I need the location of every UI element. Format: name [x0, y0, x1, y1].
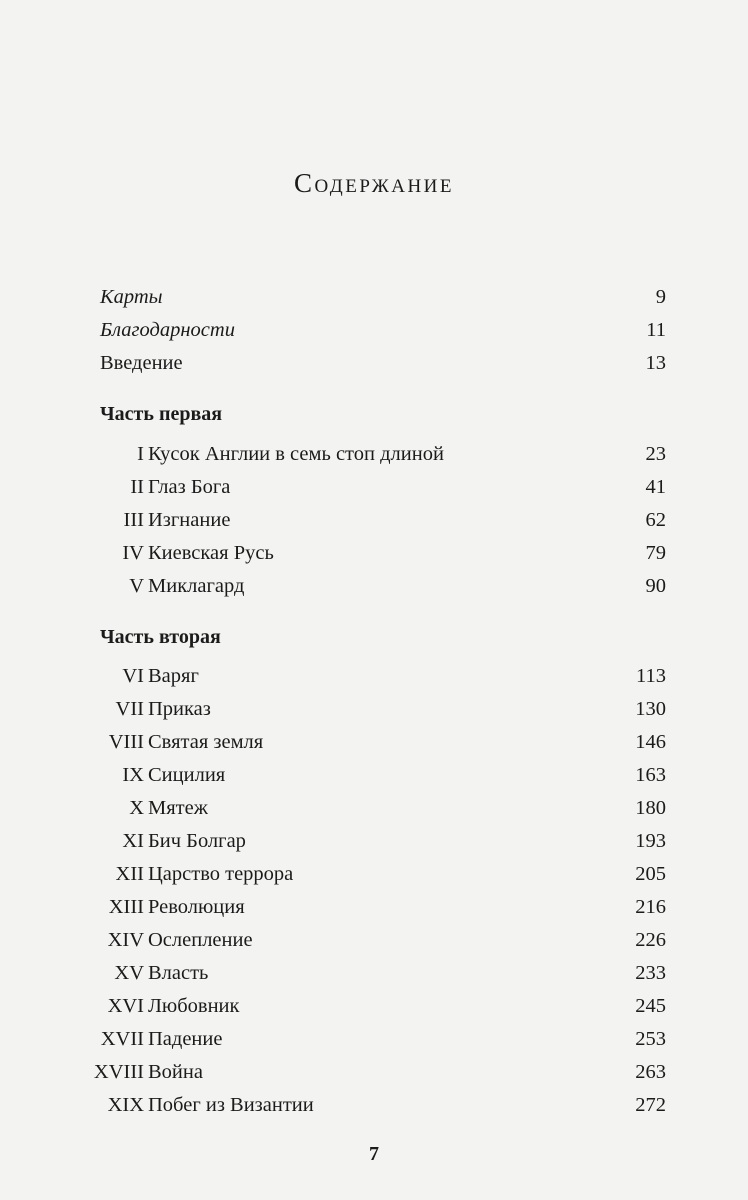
entry-title: Падение — [148, 1028, 223, 1050]
toc-entry-chapter-12[interactable] — [50, 859, 666, 889]
toc-entry-chapter-19[interactable] — [50, 1090, 666, 1120]
entry-page: 23 — [645, 443, 666, 465]
entry-page: 146 — [635, 731, 666, 753]
toc-entry-chapter-14[interactable] — [50, 925, 666, 955]
entry-page: 216 — [635, 896, 666, 918]
toc-entry-chapter-4[interactable] — [50, 538, 666, 568]
toc-entry-chapter-13[interactable] — [50, 892, 666, 922]
toc-entry-chapter-18[interactable] — [50, 1057, 666, 1087]
entry-page: 253 — [635, 1028, 666, 1050]
chapter-number: I — [137, 443, 144, 465]
entry-page: 193 — [635, 830, 666, 852]
entry-page: 272 — [635, 1094, 666, 1116]
entry-title: Карты — [100, 286, 163, 308]
toc-entry-acknowledgements[interactable] — [50, 315, 666, 345]
toc-entry-chapter-3[interactable] — [50, 505, 666, 535]
toc-entry-chapter-6[interactable] — [50, 661, 666, 691]
entry-page: 226 — [635, 929, 666, 951]
toc-entry-chapter-15[interactable] — [50, 958, 666, 988]
entry-title: Святая земля — [148, 731, 264, 753]
entry-title: Побег из Византии — [148, 1094, 314, 1116]
entry-page: 205 — [635, 863, 666, 885]
chapter-number: XI — [122, 830, 144, 852]
entry-title: Война — [148, 1061, 203, 1083]
chapter-number: XII — [115, 863, 144, 885]
toc-entry-maps[interactable] — [50, 282, 666, 312]
toc-entry-chapter-17[interactable] — [50, 1024, 666, 1054]
toc-entry-chapter-11[interactable] — [50, 826, 666, 856]
chapter-number: XVIII — [93, 1061, 144, 1083]
entry-title: Кусок Англии в семь стоп длиной — [148, 443, 444, 465]
toc-entry-chapter-16[interactable] — [50, 991, 666, 1021]
chapter-number: V — [129, 575, 144, 597]
chapter-number: VIII — [108, 731, 144, 753]
chapter-number: XIV — [107, 929, 144, 951]
chapter-number: XVII — [100, 1028, 144, 1050]
toc-entry-chapter-2[interactable] — [50, 472, 666, 502]
contents-title: Содержание — [293, 168, 455, 198]
entry-title: Киевская Русь — [148, 542, 274, 564]
entry-title: Мятеж — [148, 797, 208, 819]
entry-page: 113 — [636, 665, 666, 687]
entry-page: 11 — [646, 319, 666, 341]
toc-entry-chapter-8[interactable] — [50, 727, 666, 757]
entry-page: 62 — [645, 509, 666, 531]
entry-title: Власть — [148, 962, 209, 984]
entry-page: 130 — [635, 698, 666, 720]
entry-title: Любовник — [148, 995, 240, 1017]
entry-title: Ослепление — [148, 929, 253, 951]
entry-title: Изгнание — [148, 509, 231, 531]
toc-entry-chapter-9[interactable] — [50, 760, 666, 790]
entry-page: 9 — [655, 286, 666, 308]
entry-title: Царство террора — [148, 863, 294, 885]
toc-entry-chapter-5[interactable] — [50, 571, 666, 601]
entry-title: Варяг — [148, 665, 199, 687]
entry-title: Бич Болгар — [148, 830, 246, 852]
entry-title: Сицилия — [148, 764, 226, 786]
chapter-number: IV — [122, 542, 144, 564]
chapter-number: XIII — [108, 896, 144, 918]
entry-title: Глаз Бога — [148, 476, 231, 498]
entry-title: Миклагард — [148, 575, 245, 597]
entry-page: 245 — [635, 995, 666, 1017]
entry-page: 79 — [645, 542, 666, 564]
entry-page: 90 — [645, 575, 666, 597]
chapter-number: IX — [122, 764, 144, 786]
toc-entry-chapter-1[interactable] — [50, 439, 666, 469]
chapter-number: XVI — [107, 995, 144, 1017]
entry-page: 180 — [635, 797, 666, 819]
entry-page: 41 — [645, 476, 666, 498]
entry-title: Введение — [100, 352, 183, 374]
page-number: 7 — [369, 1143, 379, 1165]
toc-entry-introduction[interactable] — [50, 348, 666, 378]
part-heading-two: Часть вторая — [100, 626, 221, 648]
entry-title: Революция — [148, 896, 245, 918]
entry-page: 13 — [645, 352, 666, 374]
chapter-number: XIX — [107, 1094, 144, 1116]
chapter-number: XV — [114, 962, 144, 984]
chapter-number: VII — [115, 698, 144, 720]
chapter-number: VI — [122, 665, 144, 687]
entry-page: 163 — [635, 764, 666, 786]
entry-page: 233 — [635, 962, 666, 984]
toc-entry-chapter-7[interactable] — [50, 694, 666, 724]
entry-title: Благодарности — [100, 319, 235, 341]
chapter-number: X — [129, 797, 144, 819]
part-heading-one: Часть первая — [100, 403, 223, 425]
toc-entry-chapter-10[interactable] — [50, 793, 666, 823]
entry-title: Приказ — [148, 698, 211, 720]
chapter-number: II — [130, 476, 144, 498]
chapter-number: III — [123, 509, 144, 531]
entry-page: 263 — [635, 1061, 666, 1083]
